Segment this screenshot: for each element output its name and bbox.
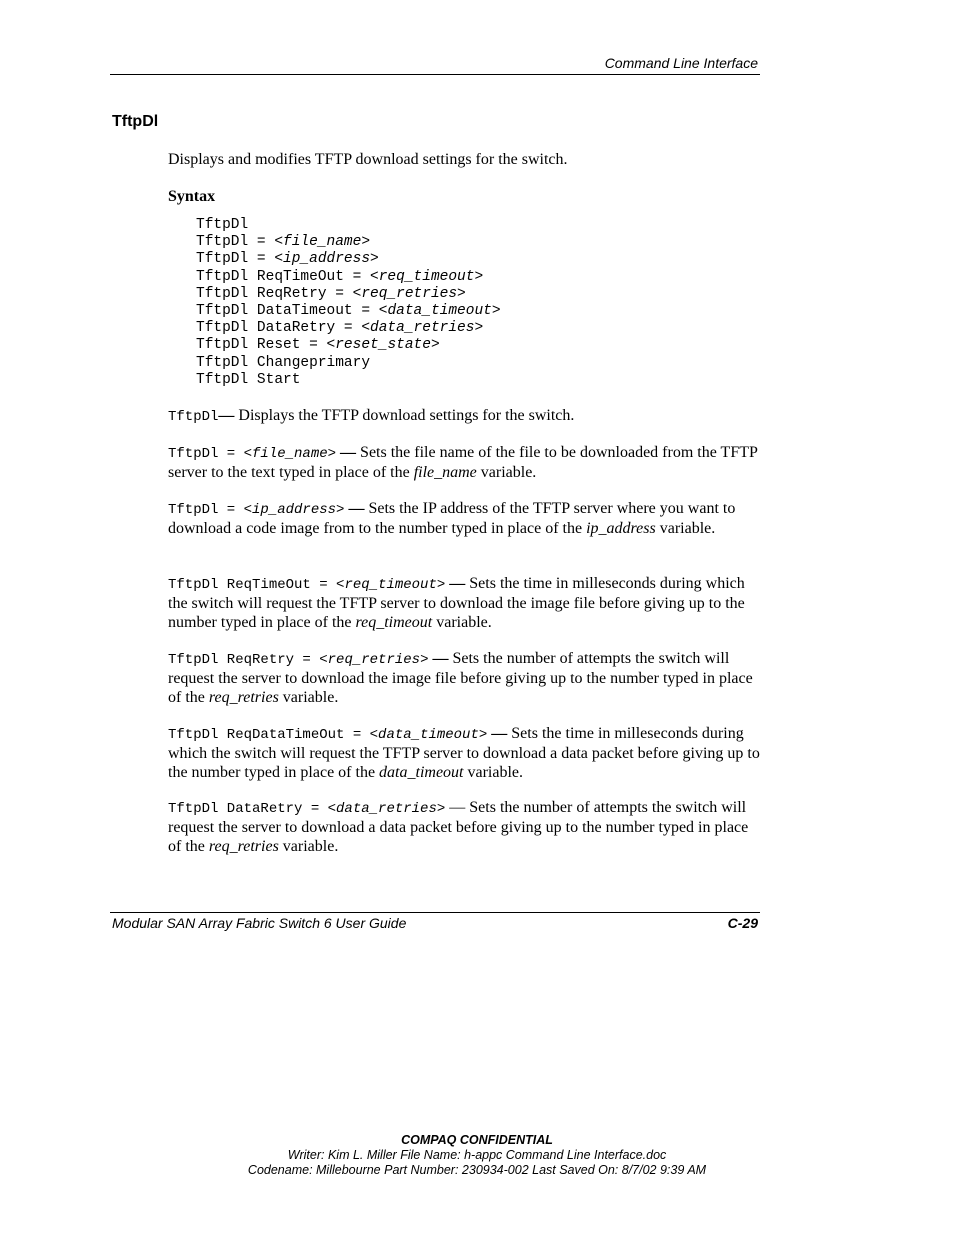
description-paragraph: TftpDl DataRetry = <data_retries> — Sets the number of attempts the switch will request the server to download a data packet before giving up to the number typed in place of the req_retries variable. [168, 799, 749, 855]
description-paragraph: TftpDl = <ip_address> — Sets the IP address of the TFTP server where you want to download a code image from to the number typed in place of the ip_address variable. [168, 500, 736, 537]
description-paragraph: TftpDl— Displays the TFTP download settings for the switch. [168, 407, 575, 425]
confidential-writer-line: Writer: Kim L. Miller File Name: h-appc Command Line Interface.doc [287, 1148, 667, 1162]
running-header: Command Line Interface [604, 55, 758, 71]
syntax-line: TftpDl Reset = <reset_state> [196, 337, 440, 354]
description-paragraph: TftpDl = <file_name> — Sets the file name of the file to be downloaded from the TFTP server to the text typed in place of the file_name variable. [168, 444, 758, 481]
syntax-block [196, 217, 501, 389]
section-heading: TftpDl [112, 113, 159, 130]
syntax-line: TftpDl = <ip_address> [196, 251, 379, 268]
section-intro: Displays and modifies TFTP download settings for the switch. [168, 151, 568, 168]
description-paragraph: TftpDl ReqRetry = <req_retries> — Sets the number of attempts the switch will request the server to download the image file before giving up to the number typed in place of the req_retries variable. [168, 650, 753, 706]
syntax-line: TftpDl [196, 217, 249, 233]
syntax-line: TftpDl DataTimeout = <data_timeout> [196, 303, 501, 320]
syntax-line: TftpDl Start [196, 371, 301, 388]
syntax-heading: Syntax [168, 188, 216, 205]
confidential-codename-line: Codename: Millebourne Part Number: 230934-002 Last Saved On: 8/7/02 9:39 AM [247, 1163, 707, 1177]
syntax-line: TftpDl ReqTimeOut = <req_timeout> [196, 268, 484, 285]
description-paragraph: TftpDl ReqTimeOut = <req_timeout> — Sets the time in milleseconds during which the switch will request the TFTP server to download the image file before giving up to the number typed in place of the req_timeout variable. [168, 575, 745, 631]
confidential-label: COMPAQ CONFIDENTIAL [401, 1133, 553, 1147]
syntax-line: TftpDl ReqRetry = <req_retries> [196, 285, 466, 302]
page-number: C-29 [727, 915, 758, 931]
footer-title: Modular SAN Array Fabric Switch 6 User Guide [112, 915, 407, 931]
description-paragraph: TftpDl ReqDataTimeOut = <data_timeout> — Sets the time in milleseconds during which the switch will request the TFTP server to download a data packet before giving up to the number typed in place of the data_timeout variable. [168, 725, 760, 781]
header-rule [110, 74, 760, 75]
syntax-line: TftpDl = <file_name> [196, 234, 371, 251]
syntax-line: TftpDl Changeprimary [196, 354, 371, 371]
syntax-line: TftpDl DataRetry = <data_retries> [196, 320, 484, 337]
footer-rule [110, 912, 760, 913]
